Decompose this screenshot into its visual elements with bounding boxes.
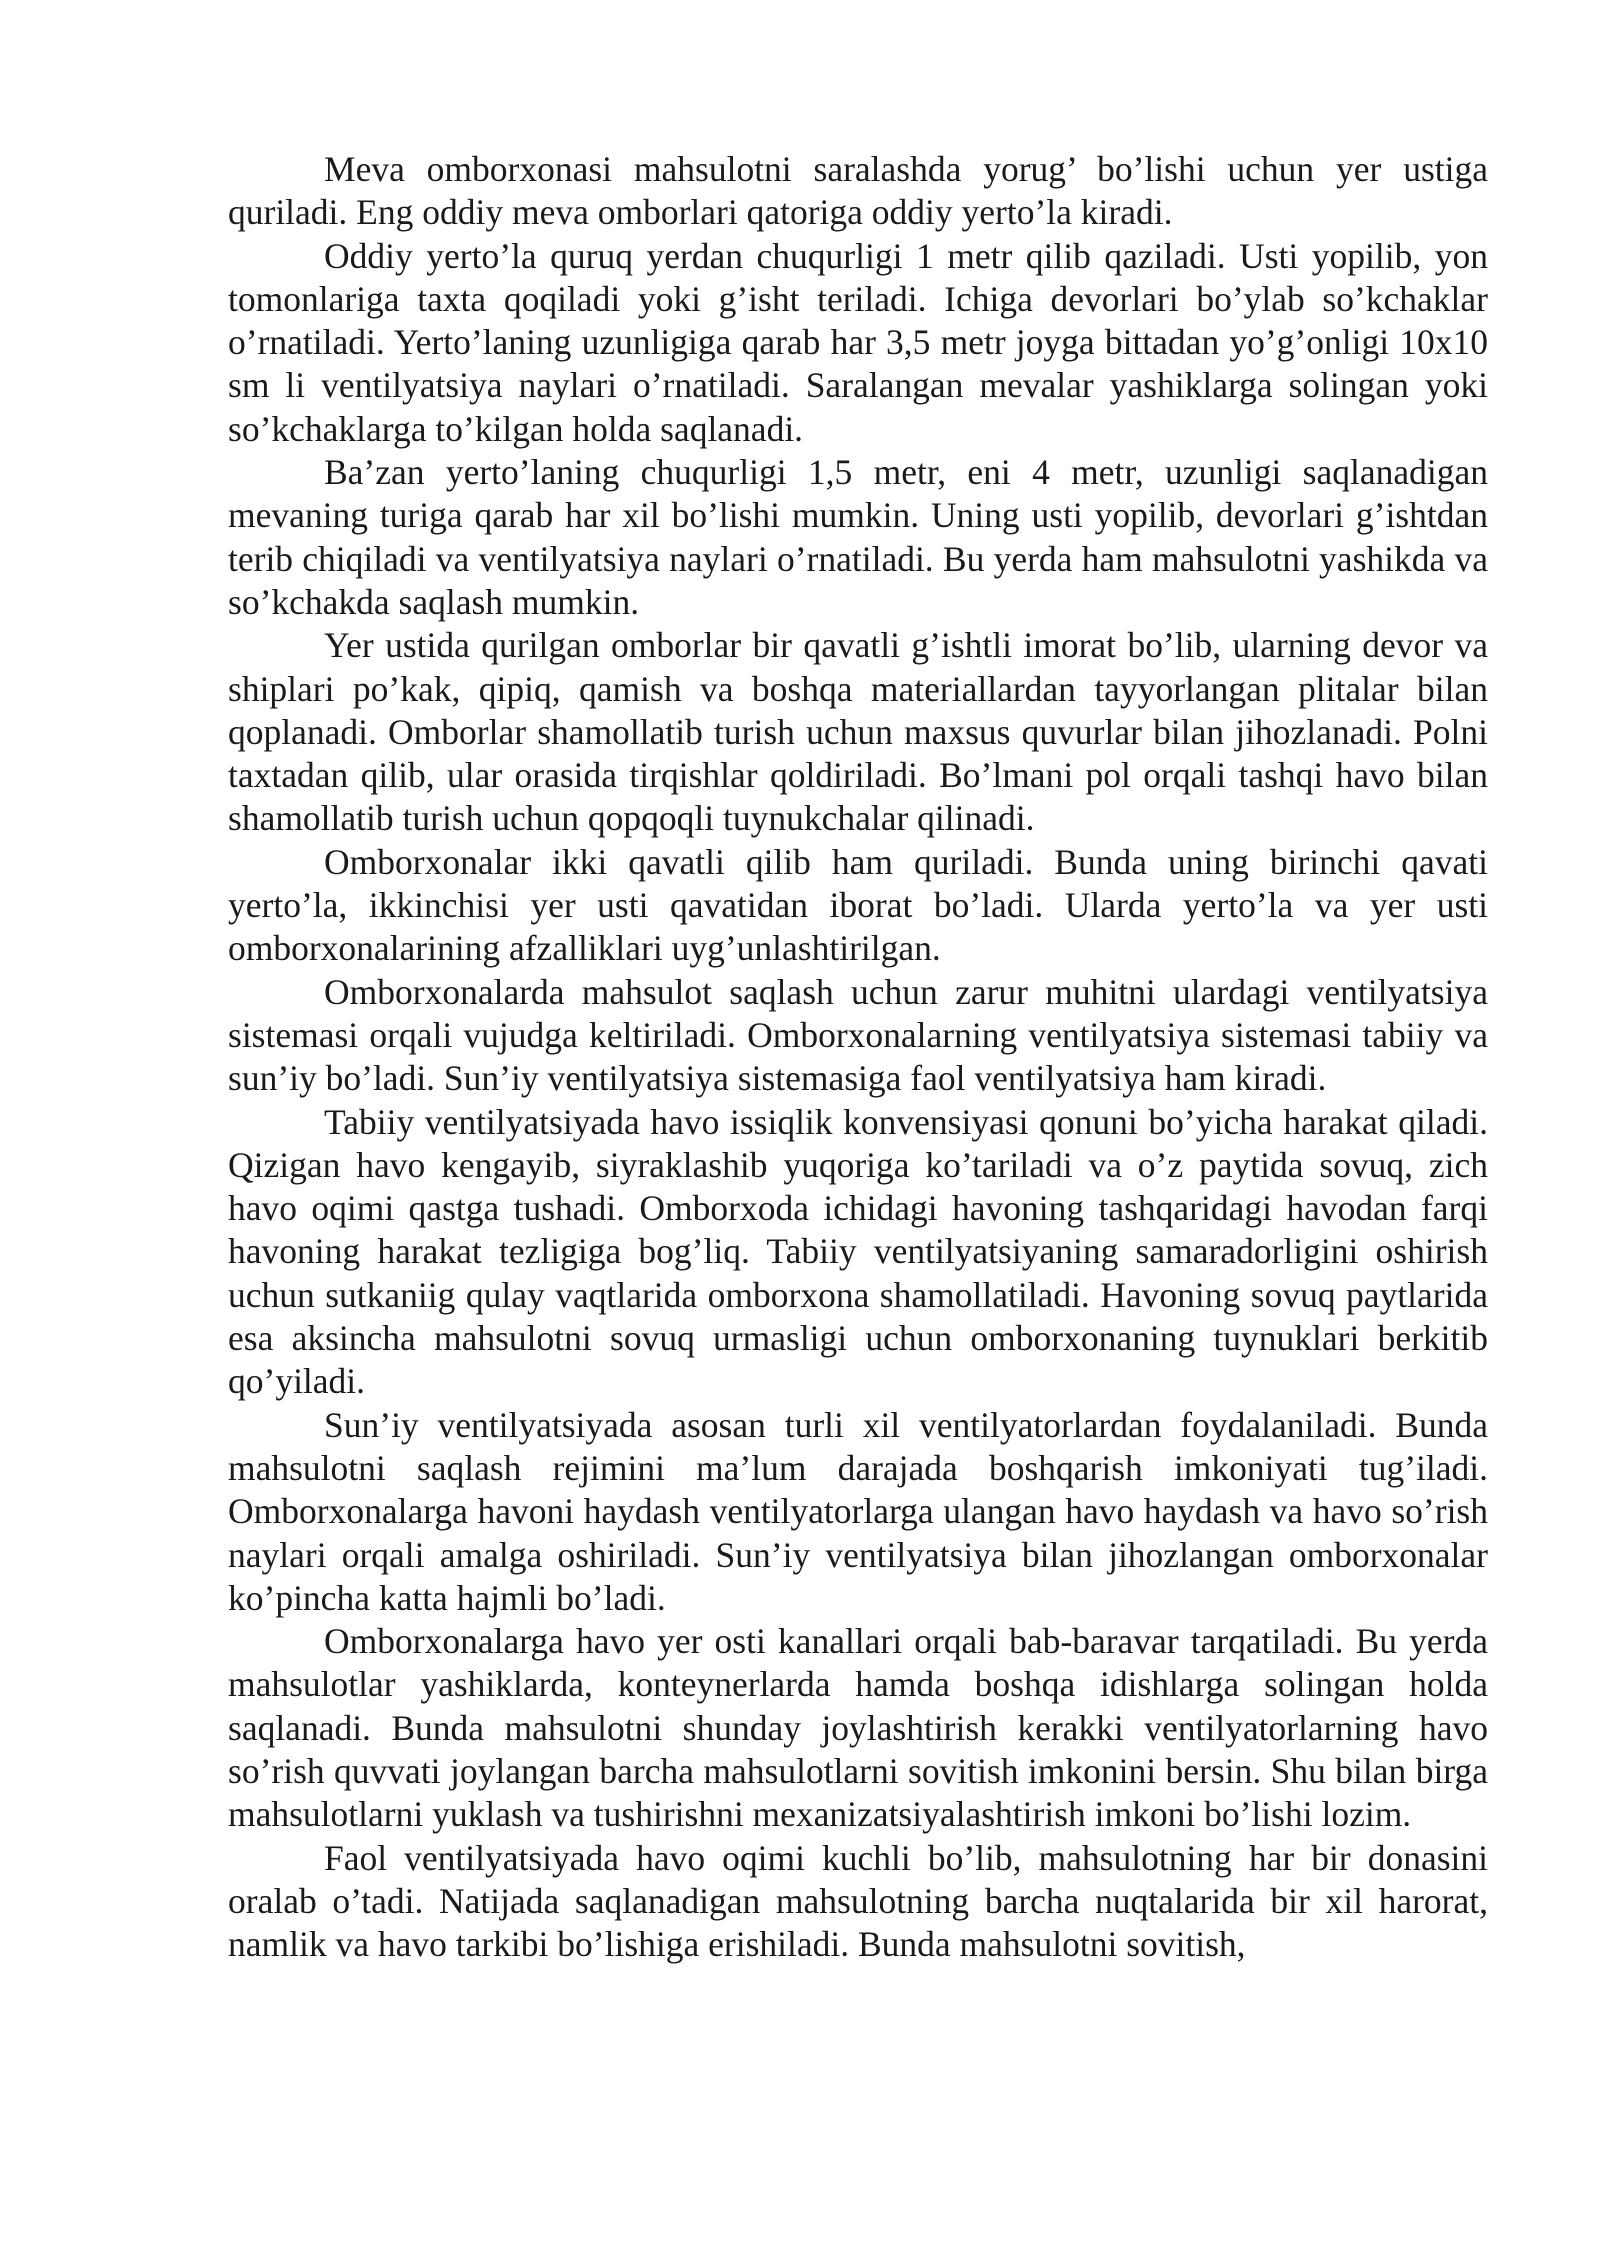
document-page [228, 148, 1488, 1966]
paragraph: Sun’iy ventilyatsiyada asosan turli xil ventilyatorlardan foydalaniladi. Bunda mahsulotni saqlash rejimini ma’lum darajada boshqarish imkoniyati tug’iladi. Omborxonalarga havoni haydash ventilyatorlarga ulangan havo haydash va havo so’rish naylari orqali amalga oshiriladi. Sun’iy ventilyatsiya bilan jihozlangan omborxonalar ko’pincha katta hajmli bo’ladi. [228, 1404, 1488, 1618]
paragraph: Ba’zan yerto’laning chuqurligi 1,5 metr, eni 4 metr, uzunligi saqlanadigan mevaning turiga qarab har xil bo’lishi mumkin. Uning usti yopilib, devorlari g’ishtdan terib chiqiladi va ventilyatsiya naylari o’rnatiladi. Bu yerda ham mahsulotni yashikda va so’kchakda saqlash mumkin. [228, 452, 1488, 622]
paragraph: Omborxonalarda mahsulot saqlash uchun zarur muhitni ulardagi ventilyatsiya sistemasi orqali vujudga keltiriladi. Omborxonalarning ventilyatsiya sistemasi tabiiy va sun’iy bo’ladi. Sun’iy ventilyatsiya sistemasiga faol ventilyatsiya ham kiradi. [228, 971, 1488, 1099]
paragraph: Meva omborxonasi mahsulotni saralashda yorug’ bo’lishi uchun yer ustiga quriladi. Eng oddiy meva omborlari qatoriga oddiy yerto’la kiradi. [228, 149, 1488, 233]
paragraph: Faol ventilyatsiyada havo oqimi kuchli bo’lib, mahsulotning har bir donasini oralab o’tadi. Natijada saqlanadigan mahsulotning barcha nuqtalarida bir xil harorat, namlik va havo tarkibi bo’lishiga erishiladi. Bunda mahsulotni sovitish, [228, 1837, 1488, 1965]
paragraph: Omborxonalar ikki qavatli qilib ham quriladi. Bunda uning birinchi qavati yerto’la, ikkinchisi yer usti qavatidan iborat bo’ladi. Ularda yerto’la va yer usti omborxonalarining afzalliklari uyg’unlashtirilgan. [228, 841, 1488, 969]
paragraph: Omborxonalarga havo yer osti kanallari orqali bab-baravar tarqatiladi. Bu yerda mahsulotlar yashiklarda, konteynerlarda hamda boshqa idishlarga solingan holda saqlanadi. Bunda mahsulotni shunday joylashtirish kerakki ventilyatorlarning havo so’rish quvvati joylangan barcha mahsulotlarni sovitish imkonini bersin. Shu bilan birga mahsulotlarni yuklash va tushirishni mexanizatsiyalashtirish imkoni bo’lishi lozim. [228, 1621, 1488, 1835]
paragraph: Tabiiy ventilyatsiyada havo issiqlik konvensiyasi qonuni bo’yicha harakat qiladi. Qizigan havo kengayib, siyraklashib yuqoriga ko’tariladi va o’z paytida sovuq, zich havo oqimi qastga tushadi. Omborxoda ichidagi havoning tashqaridagi havodan farqi havoning harakat tezligiga bog’liq. Tabiiy ventilyatsiyaning samaradorligini oshirish uchun sutkaniig qulay vaqtlarida omborxona shamollatiladi. Havoning sovuq paytlarida esa aksincha mahsulotni sovuq urmasligi uchun omborxonaning tuynuklari berkitib qo’yiladi. [228, 1101, 1488, 1402]
paragraph: Yer ustida qurilgan omborlar bir qavatli g’ishtli imorat bo’lib, ularning devor va shiplari po’kak, qipiq, qamish va boshqa materiallardan tayyorlangan plitalar bilan qoplanadi. Omborlar shamollatib turish uchun maxsus quvurlar bilan jihozlanadi. Polni taxtadan qilib, ular orasida tirqishlar qoldiriladi. Bo’lmani pol orqali tashqi havo bilan shamollatib turish uchun qopqoqli tuynukchalar qilinadi. [228, 625, 1488, 839]
paragraph: Oddiy yerto’la quruq yerdan chuqurligi 1 metr qilib qaziladi. Usti yopilib, yon tomonlariga taxta qoqiladi yoki g’isht teriladi. Ichiga devorlari bo’ylab so’kchaklar o’rnatiladi. Yerto’laning uzunligiga qarab har 3,5 metr joyga bittadan yo’g’onligi 10x10 sm li ventilyatsiya naylari o’rnatiladi. Saralangan mevalar yashiklarga solingan yoki so’kchaklarga to’kilgan holda saqlanadi. [228, 235, 1488, 449]
